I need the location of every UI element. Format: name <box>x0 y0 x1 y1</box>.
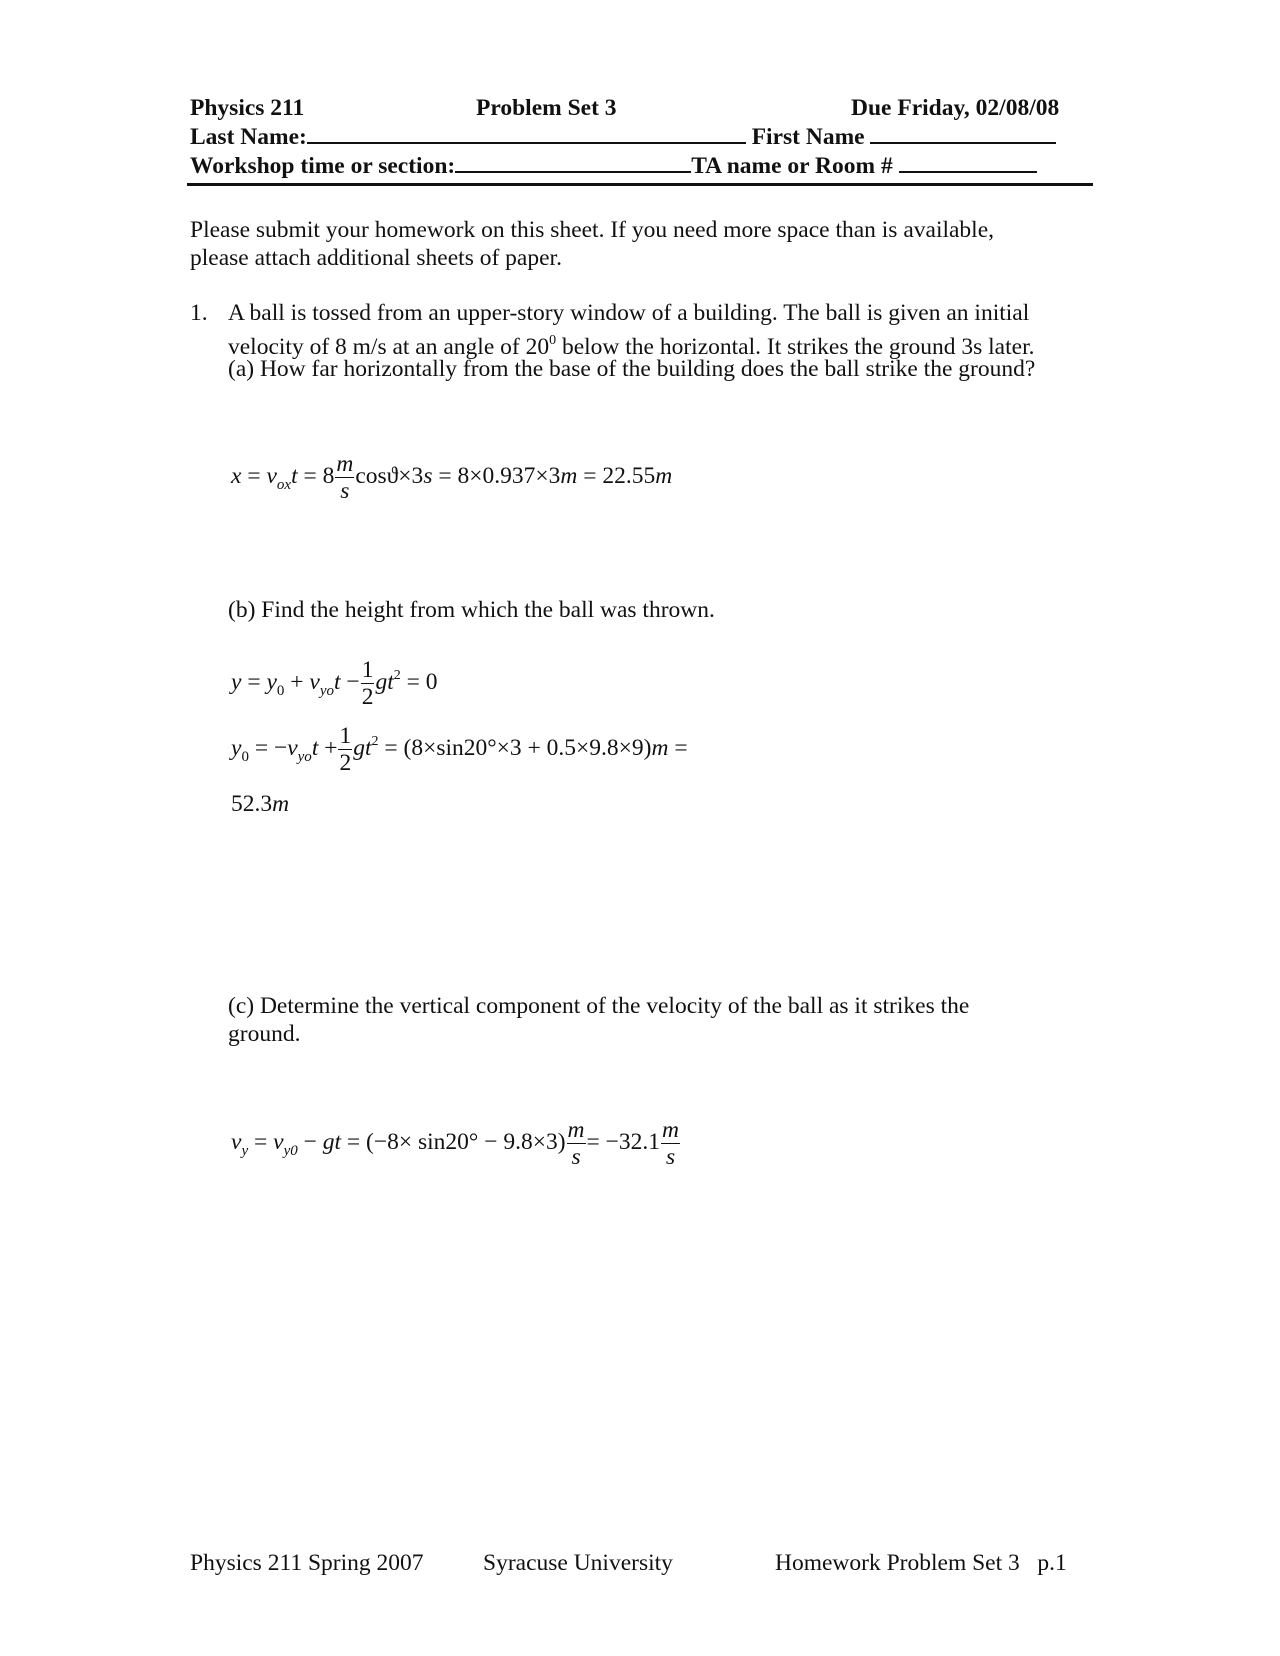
answer-b <box>231 791 289 818</box>
part-c-question-line-1: (c) Determine the vertical component of the velocity of the ball as it strikes the <box>228 993 970 1019</box>
intro-line-1: Please submit your homework on this sheet. If you need more space than is available, <box>190 217 995 243</box>
last-name-label: Last Name: <box>190 124 307 150</box>
equation-a: $x = v_{ox}t = 8$ $\frac{m}{s}$ cosϑ×3s = 8×0.937×3m = 22.55m <box>231 451 673 504</box>
degree-superscript: 0 <box>549 333 557 348</box>
footer-page-label: Homework Problem Set 3 p.1 <box>775 1550 1067 1576</box>
last-name-blank <box>307 124 746 144</box>
course-title: Physics 211 <box>190 95 305 121</box>
first-name-label: First Name <box>751 124 865 150</box>
problem-set-title: Problem Set 3 <box>476 95 617 121</box>
answer-b-unit: m <box>272 791 290 817</box>
ta-label: TA name or Room # <box>691 153 893 179</box>
first-name-blank <box>870 124 1056 144</box>
intro-line-2: please attach additional sheets of paper. <box>190 245 562 271</box>
equation-b-2: $y_0 = -v_{yo}t$ + $\frac{1}{2}$ $gt^2 = (8\times\sin 20^\circ\times 3 + 0.5\times 9.8\times 9)m$ = <box>231 723 688 776</box>
problem-number: 1. <box>190 300 208 326</box>
answer-b-value: 52.3 <box>231 791 273 817</box>
equation-c: $v_y = v_{y0}$ − gt = (−8× sin20° − 9.8×3) $\frac{m}{s}$ = −32.1 $\frac{m}{s}$ <box>231 1117 680 1170</box>
footer-university: Syracuse University <box>483 1550 673 1576</box>
problem-1-line-2-rest: below the horizontal. It strikes the ground 3s later. <box>556 334 1035 360</box>
problem-1-line-1: A ball is tossed from an upper-story window of a building. The ball is given an initial <box>228 300 1030 326</box>
equation-b-1: $y = y_0 + v_{yo}t$ − $\frac{1}{2}$ $gt^2 = 0$ <box>231 657 438 710</box>
part-a-question: (a) How far horizontally from the base of the building does the ball strike the ground? <box>228 356 1036 382</box>
ta-blank <box>899 153 1037 173</box>
workshop-blank <box>455 153 691 173</box>
workshop-label: Workshop time or section: <box>190 153 456 179</box>
last-name-field <box>190 123 1056 152</box>
problem-1-line-2-text: velocity of 8 m/s at an angle of 20 <box>228 334 550 360</box>
due-date: Due Friday, 02/08/08 <box>851 95 1060 121</box>
part-b-question: (b) Find the height from which the ball was thrown. <box>228 597 715 623</box>
footer-course: Physics 211 Spring 2007 <box>190 1550 424 1576</box>
header-rule <box>187 183 1093 186</box>
part-c-question-line-2: ground. <box>228 1021 301 1047</box>
workshop-field <box>190 152 1037 181</box>
